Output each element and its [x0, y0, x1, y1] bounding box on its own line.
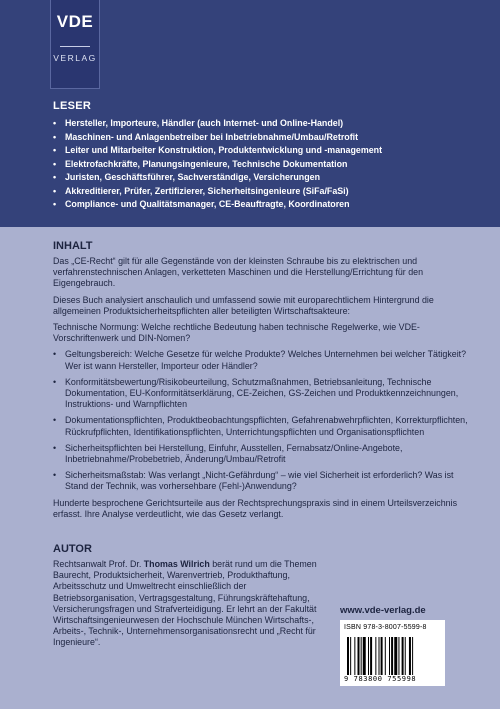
- inhalt-paragraph: Technische Normung: Welche rechtliche Bedeutung haben technische Regelwerke, wie VDE-Vorschriftenwerk und DIN-Nomen?: [53, 322, 420, 344]
- inhalt-item: • Sicherheitsmaßstab: Was verlangt „Nicht-Gefährdung“ – wie viel Sicherheit ist erforderlich? Was ist Stand der Technik, was vorhersehbare (Fehl-)Anwendung?: [53, 470, 473, 492]
- autor-text: berät rund um die Themen Baurecht, Produktsicherheit, Warenvertrieb, Produkthaftung, Arbeitsschutz und Umweltrecht einschließlich der Betriebsorganisation, Vertragsgestaltung, Führungskräftehaftung, Versicherungsfragen und Strafverteidigung. Er lehrt an der Fakultät Wirtschaftsingenieurwesen der Hochschule München Wirtschafts-, Arbeits-, Technik-, Unternehmensorganisationsrecht und „Recht für Ingenieure“.: [53, 559, 317, 648]
- inhalt-list: [53, 349, 473, 492]
- barcode-digits: 9 783800 755998: [344, 675, 417, 683]
- autor-name: Thomas Wilrich: [143, 559, 210, 569]
- isbn-label: ISBN 978-3-8007-5599-8: [344, 624, 427, 631]
- inhalt-item: • Konformitätsbewertung/Risikobeurteilung, Schutzmaßnahmen, Betriebsanleitung, Technische Dokumentation, EU-Konformitätserklärung, CE-Zeichen, GS-Zeichen und Produktkennzeichnungen, Instruktions- und Warnpflichten: [53, 377, 473, 411]
- leser-item: • Elektrofachkräfte, Planungsingenieure, Technische Dokumentation: [53, 158, 473, 172]
- leser-section: [53, 100, 473, 212]
- inhalt-heading: INHALT: [53, 240, 93, 252]
- logo-brand: VDE: [56, 12, 94, 31]
- autor-intro: Rechtsanwalt Prof. Dr.: [53, 559, 144, 569]
- inhalt-paragraph: Das „CE-Recht“ gilt für alle Gegenstände von der kleinsten Schraube bis zu elektrischen und verfahrenstechnischen Anlagen, verketteten Maschinen und die Herstellung/Errichtung für den Eigengebrauch.: [53, 256, 424, 289]
- autor-heading: AUTOR: [53, 543, 92, 555]
- inhalt-section: [53, 240, 473, 525]
- leser-heading: LESER: [53, 100, 92, 112]
- vde-verlag-logo: [50, 0, 100, 89]
- leser-item: • Leiter und Mitarbeiter Konstruktion, Produktentwicklung und -management: [53, 144, 473, 158]
- logo-imprint: VERLAG: [53, 53, 97, 63]
- inhalt-paragraph: Dieses Buch analysiert anschaulich und umfassend sowie mit europarechtlichem Hintergrund die allgemeinen Produktsicherheitspflichten aller beteiligten Wirtschaftsakteure:: [53, 294, 434, 316]
- leser-item: • Hersteller, Importeure, Händler (auch Internet- und Online-Handel): [53, 117, 473, 131]
- inhalt-item: • Sicherheitspflichten bei Herstellung, Einfuhr, Ausstellen, Fernabsatz/Online-Angebote, Inbetriebnahme/Probebetrieb, Änderung/Umbau/Retrofit: [53, 443, 473, 465]
- isbn-barcode-box: [340, 620, 445, 686]
- publisher-url[interactable]: www.vde-verlag.de: [340, 605, 426, 616]
- leser-item: • Compliance- und Qualitätsmanager, CE-Beauftragte, Koordinatoren: [53, 198, 473, 212]
- barcode-icon: [346, 637, 440, 675]
- inhalt-paragraph: Hunderte besprochene Gerichtsurteile aus der Rechtsprechungspraxis sind in einem Urteilsverzeichnis erfasst. Ihre Analyse verdeutlicht, wie das Gesetz verlangt.: [53, 497, 458, 519]
- autor-bio: [53, 559, 323, 649]
- leser-item: • Maschinen- und Anlagenbetreiber bei Inbetriebnahme/Umbau/Retrofit: [53, 131, 473, 145]
- logo-divider: [60, 46, 90, 47]
- inhalt-item: • Geltungsbereich: Welche Gesetze für welche Produkte? Welches Unternehmen bei welcher Tätigkeit? Wer ist wann Hersteller, Importeur oder Händler?: [53, 349, 473, 371]
- leser-item: • Juristen, Geschäftsführer, Sachverständige, Versicherungen: [53, 171, 473, 185]
- leser-item: • Akkreditierer, Prüfer, Zertifizierer, Sicherheitsingenieure (SiFa/FaSi): [53, 185, 473, 199]
- leser-list: [53, 117, 473, 212]
- inhalt-item: • Dokumentationspflichten, Produktbeobachtungspflichten, Gefahrenabwehrpflichten, Korrekturpflichten, Rückrufpflichten, Identifikationspflichten, Unterrichtungspflichten und Organisationspflichten: [53, 415, 473, 437]
